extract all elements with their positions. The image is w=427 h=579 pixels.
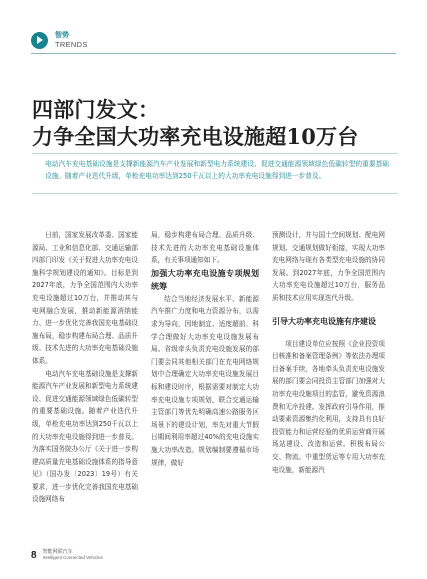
section-heading: 引导大功率充电设施有序建设 — [272, 316, 376, 326]
play-icon — [31, 32, 48, 49]
body-paragraph: 预测设计，并与国土空间规划、配电网规划、交通规划做好衔接，实现大功率充电网络与现有各类型充电设施的协同发展。到2027年底，力争全国范围内大功率充电设施超过10万台，服务品质和技术应用实现迭代升级。 — [272, 231, 385, 302]
page-footer — [31, 550, 103, 561]
body-paragraph: 电动汽车充电基础设施是支撑新能源汽车产业发展和新型电力系统建设、促进交通能源领域绿色低碳转型的重要基础设施。随着产业迭代升级，单枪充电功率达到250千瓦以上的大功率充电设施得到进一步普及。为落实国务院办公厅《关于进一步构建高质量充电基础设施体系的指导意见》（国办发〔2023〕19号）有关要求，进一步优化完善我国充电基础设施网络布 — [32, 369, 138, 504]
header-divider — [31, 53, 396, 54]
body-column-1 — [32, 229, 138, 506]
body-column-3 — [272, 229, 385, 476]
section-label-cn: 智势 — [55, 30, 69, 39]
lead-bottom-rule — [32, 193, 398, 194]
brand-cn: 智能网联汽车 — [42, 549, 73, 556]
body-paragraph: 结合当地经济发展水平、新能源汽车推广力度和电力资源分布，以需求为导向，因地制宜、适度超前、科学合理做好大功率充电设施发展布局。省级牵头负责充电设施发展的部门要会同其他相关部门在充电网络规划中合理确定大功率充电设施发展目标和建设时序，根据需要对制定大功率充电设施专项规划，联合交通运输主管部门等优先明确高速公路服务区场景下的建设计划，率先对重大节假日期间利用率超过40%的充电设施实施大功率改造。规划编制要遵循市场规律，做好 — [151, 294, 259, 467]
article-title — [32, 96, 358, 150]
lead-top-rule — [32, 153, 398, 154]
section-header — [31, 29, 88, 51]
title-line-2: 力争全国大功率充电设施超10万台 — [32, 124, 359, 149]
body-column-2 — [151, 229, 259, 469]
title-line-1: 四部门发文： — [32, 97, 160, 122]
magazine-brand — [43, 550, 103, 561]
brand-en: Intelligent Connected Vehicles — [42, 555, 103, 561]
section-heading: 加强大功率充电设施专项规划统筹 — [151, 268, 259, 291]
section-label-en: TRENDS — [55, 39, 88, 49]
lead-paragraph: 电动汽车充电基础设施是支撑新能源汽车产业发展和新型电力系统建设、促进交通能源领域绿色低碳转型的重要基础设施。随着产业迭代升级，单枪充电功率达到250千瓦以上的大功率充电设施得到进一步普及。 — [45, 160, 389, 180]
section-label — [55, 32, 88, 49]
body-paragraph: 日前，国家发展改革委、国家能源局、工业和信息化部、交通运输部四部门印发《关于促进大功率充电设施科学规划建设的通知》。目标是到2027年底，力争全国范围内大功率充电设施超过10万台，并推动其与电网融合发展，推动新能源消纳能力、进一步优化完善我国充电基础设施布局，稳步构建布局合理、品质升级、技术先进的大功率充电基础设施体系。 — [32, 231, 138, 365]
body-paragraph: 项目建设单位应按照《企业投资项目核准和备案管理条例》等依法办理项目备案手续，各地牵头负责充电设施发展的部门要会同投资主管部门加强对大功率充电设施项目的监管，避免资源浪费和无序投建。发挥政府引导作用，推动要素资源集约化利用，支持具有良好投资能力和运营经验的优质运营商开展场站建设、改造和运营。积极布局公交、物流、中重型货运等专用大功率充电设施，新能源汽 — [272, 339, 385, 474]
page-number: 8 — [31, 550, 37, 561]
body-paragraph: 局，稳步构建布局合理、品质升级、技术先进的大功率充电基础设施体系，有关事项通知如下。 — [151, 231, 259, 265]
